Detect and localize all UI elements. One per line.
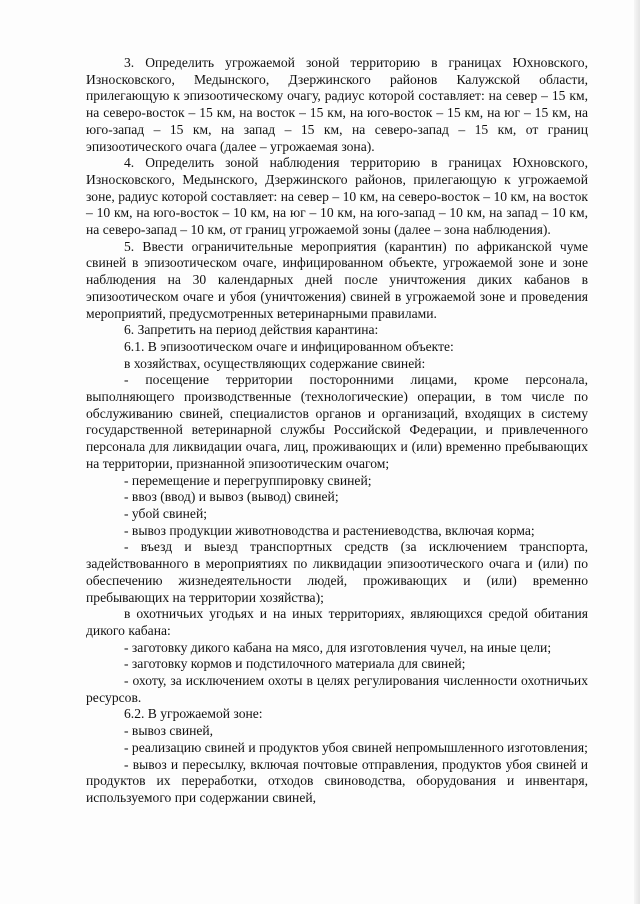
paragraph-6-1-heading: 6.1. В эпизоотическом очаге и инфицированном объекте: — [124, 338, 454, 354]
list-item-visits: - посещение территории посторонними лицами, кроме персонала, выполняющего производственные (технологические) операции, в том числе по обслуживанию свиней, специалистов органов и организаций, входящих в систему государственной ветеринарной службы Российской Федерации, и привлеченного персонала для ликвидации очага, лиц, проживающих и (или) временно пребывающих на территории, признанной эпизоотическим очагом; — [86, 372, 588, 471]
list-item-regrouping: - перемещение и перегруппировку свиней; — [124, 472, 372, 488]
paragraph-farms-heading: в хозяйствах, осуществляющих содержание свиней: — [124, 355, 426, 371]
paragraph-6-2-heading: 6.2. В угрожаемой зоне: — [124, 706, 263, 722]
paragraph-5-quarantine: 5. Ввести ограничительные мероприятия (карантин) по африканской чуме свиней в эпизоотическом очаге, инфицированном объекте, угрожаемой зоне и зоне наблюдения на 30 календарных дней после уничтожения диких кабанов в эпизоотическом очаге и убоя (уничтожения) свиней в угрожаемой зоне и проведения мероприятий, предусмотренных ветеринарными правилами. — [86, 238, 588, 321]
list-item-hunting: - охоту, за исключением охоты в целях регулирования численности охотничьих ресурсов. — [86, 673, 588, 705]
list-item-feed-harvest: - заготовку кормов и подстилочного материала для свиней; — [124, 656, 466, 672]
list-item-products-export: - вывоз продукции животноводства и растениеводства, включая корма; — [124, 522, 535, 538]
paragraph-6-prohibitions: 6. Запретить на период действия карантина: — [124, 322, 379, 338]
list-item-slaughter: - убой свиней; — [124, 505, 208, 521]
document-body — [86, 55, 588, 807]
list-item-import-export: - ввоз (ввод) и вывоз (вывод) свиней; — [124, 489, 339, 505]
list-item-vehicles: - въезд и выезд транспортных средств (за исключением транспорта, задействованного в мероприятиях по ликвидации эпизоотического очага и (или) по обеспечению жизнедеятельности людей, проживающих и (или) временно пребывающих на территории хозяйства); — [86, 539, 588, 605]
paragraph-4-observation-zone: 4. Определить зоной наблюдения территорию в границах Юхновского, Износковского, Медынского, Дзержинского районов, прилегающую к угрожаемой зоне, радиус которой составляет: на север – 10 км, на северо-восток – 10 км, на восток – 10 км, на юго-восток – 10 км, на юг – 10 км, на юго-запад – 10 км, на запад – 10 км, на северо-запад – 10 км, от границ угрожаемой зоны (далее – зона наблюдения). — [86, 155, 588, 238]
list-item-pig-export: - вывоз свиней, — [124, 723, 214, 739]
list-item-boar-harvest: - заготовку дикого кабана на мясо, для изготовления чучел, на иные цели; — [124, 639, 552, 655]
list-item-shipping: - вывоз и пересылку, включая почтовые отправления, продуктов убоя свиней и продуктов их переработки, отходов свиноводства, оборудования и инвентаря, используемого при содержании свиней, — [86, 756, 588, 805]
list-item-sale: - реализацию свиней и продуктов убоя свиней непромышленного изготовления; — [124, 739, 588, 755]
paragraph-3-threat-zone: 3. Определить угрожаемой зоной территорию в границах Юхновского, Износковского, Медынского, Дзержинского районов Калужской области, прилегающую к эпизоотическому очагу, радиус которой составляет: на север – 15 км, на северо-восток – 15 км, на восток – 15 км, на юго-восток – 15 км, на юг – 15 км, на юго-запад – 15 км, на запад – 15 км, на северо-запад – 15 км, от границ эпизоотического очага (далее – угрожаемая зона). — [86, 55, 588, 154]
paragraph-hunting-grounds: в охотничьих угодьях и на иных территориях, являющихся средой обитания дикого кабана: — [86, 606, 588, 638]
scan-edge-shadow — [634, 0, 640, 904]
